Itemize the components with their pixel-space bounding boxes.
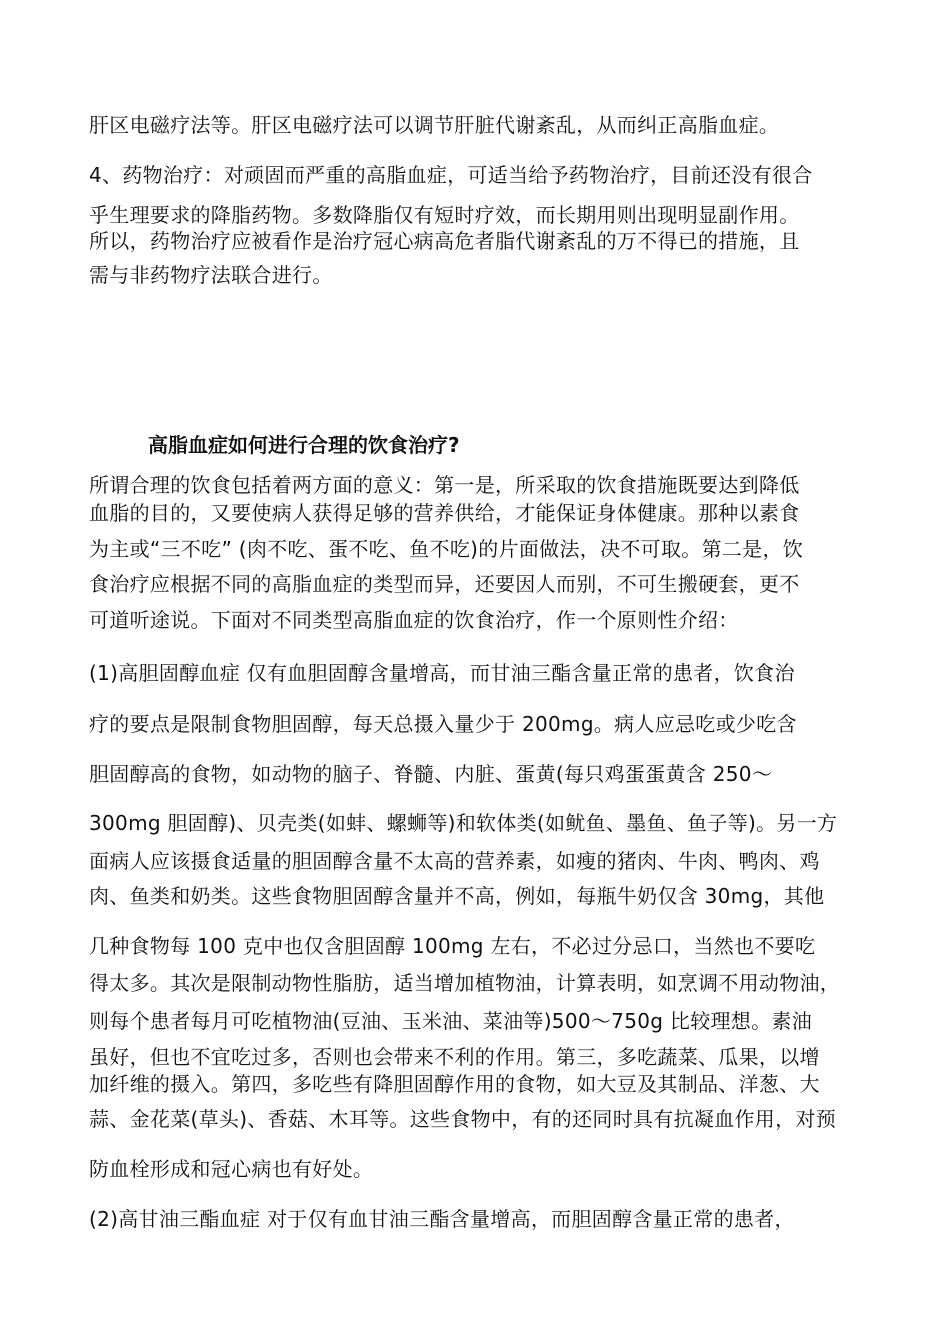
- text-line: 得太多。其次是限制动物性脂肪，适当增加植物油，计算表明，如烹调不用动物油，: [89, 971, 841, 995]
- text-line: 需与非药物疗法联合进行。: [89, 263, 333, 287]
- text-line: 肉、鱼类和奶类。这些食物胆固醇含量并不高，例如，每瓶牛奶仅含 30mg，其他: [89, 884, 825, 908]
- text-line: 疗的要点是限制食物胆固醇，每天总摄入量少于 200mg。病人应忌吃或少吃含: [89, 712, 797, 736]
- text-line: 为主或“三不吃” (肉不吃、蛋不吃、鱼不吃)的片面做法，决不可取。第二是，饮: [89, 537, 804, 561]
- text-line: 血脂的目的，又要使病人获得足够的营养供给，才能保证身体健康。那种以素食: [89, 501, 800, 525]
- text-line: 300mg 胆固醇)、贝壳类(如蚌、螺蛳等)和软体类(如鱿鱼、墨鱼、鱼子等)。另一方: [89, 811, 838, 835]
- text-line: 蒜、金花菜(草头)、香菇、木耳等。这些食物中，有的还同时具有抗凝血作用，对预: [89, 1107, 837, 1131]
- text-line: 面病人应该摄食适量的胆固醇含量不太高的营养素，如瘦的猪肉、牛肉、鸭肉、鸡: [89, 849, 820, 873]
- text-line: 防血栓形成和冠心病也有好处。: [89, 1157, 374, 1181]
- text-line: 食治疗应根据不同的高脂血症的类型而异，还要因人而别，不可生搬硬套，更不: [89, 572, 800, 596]
- text-line: 乎生理要求的降脂药物。多数降脂仅有短时疗效，而长期用则出现明显副作用。: [89, 203, 800, 227]
- text-line: 几种食物每 100 克中也仅含胆固醇 100mg 左右，不必过分忌口，当然也不要吃: [89, 934, 816, 958]
- text-line: 肝区电磁疗法等。肝区电磁疗法可以调节肝脏代谢紊乱，从而纠正高脂血症。: [89, 113, 780, 137]
- text-line: (2)高甘油三酯血症 对于仅有血甘油三酯含量增高，而胆固醇含量正常的患者，: [89, 1207, 795, 1231]
- text-line: 所以，药物治疗应被看作是治疗冠心病高危者脂代谢紊乱的万不得已的措施，且: [89, 229, 800, 253]
- text-line: 则每个患者每月可吃植物油(豆油、玉米油、菜油等)500～750g 比较理想。素油: [89, 1009, 813, 1033]
- text-line: 虽好，但也不宜吃过多，否则也会带来不利的作用。第三，多吃蔬菜、瓜果，以增: [89, 1045, 820, 1069]
- text-line: 4、药物治疗：对顽固而严重的高脂血症，可适当给予药物治疗，目前还没有很合: [89, 163, 813, 187]
- text-line: 胆固醇高的食物，如动物的脑子、脊髓、内脏、蛋黄(每只鸡蛋蛋黄含 250～: [89, 762, 773, 786]
- text-line: 加纤维的摄入。第四，多吃些有降胆固醇作用的食物，如大豆及其制品、洋葱、大: [89, 1072, 820, 1096]
- text-line: (1)高胆固醇血症 仅有血胆固醇含量增高，而甘油三酯含量正常的患者，饮食治: [89, 661, 795, 685]
- text-line: 可道听途说。下面对不同类型高脂血症的饮食治疗，作一个原则性介绍：: [89, 608, 739, 632]
- section-heading: 高脂血症如何进行合理的饮食治疗?: [148, 433, 460, 457]
- text-line: 所谓合理的饮食包括着两方面的意义：第一是，所采取的饮食措施既要达到降低: [89, 473, 800, 497]
